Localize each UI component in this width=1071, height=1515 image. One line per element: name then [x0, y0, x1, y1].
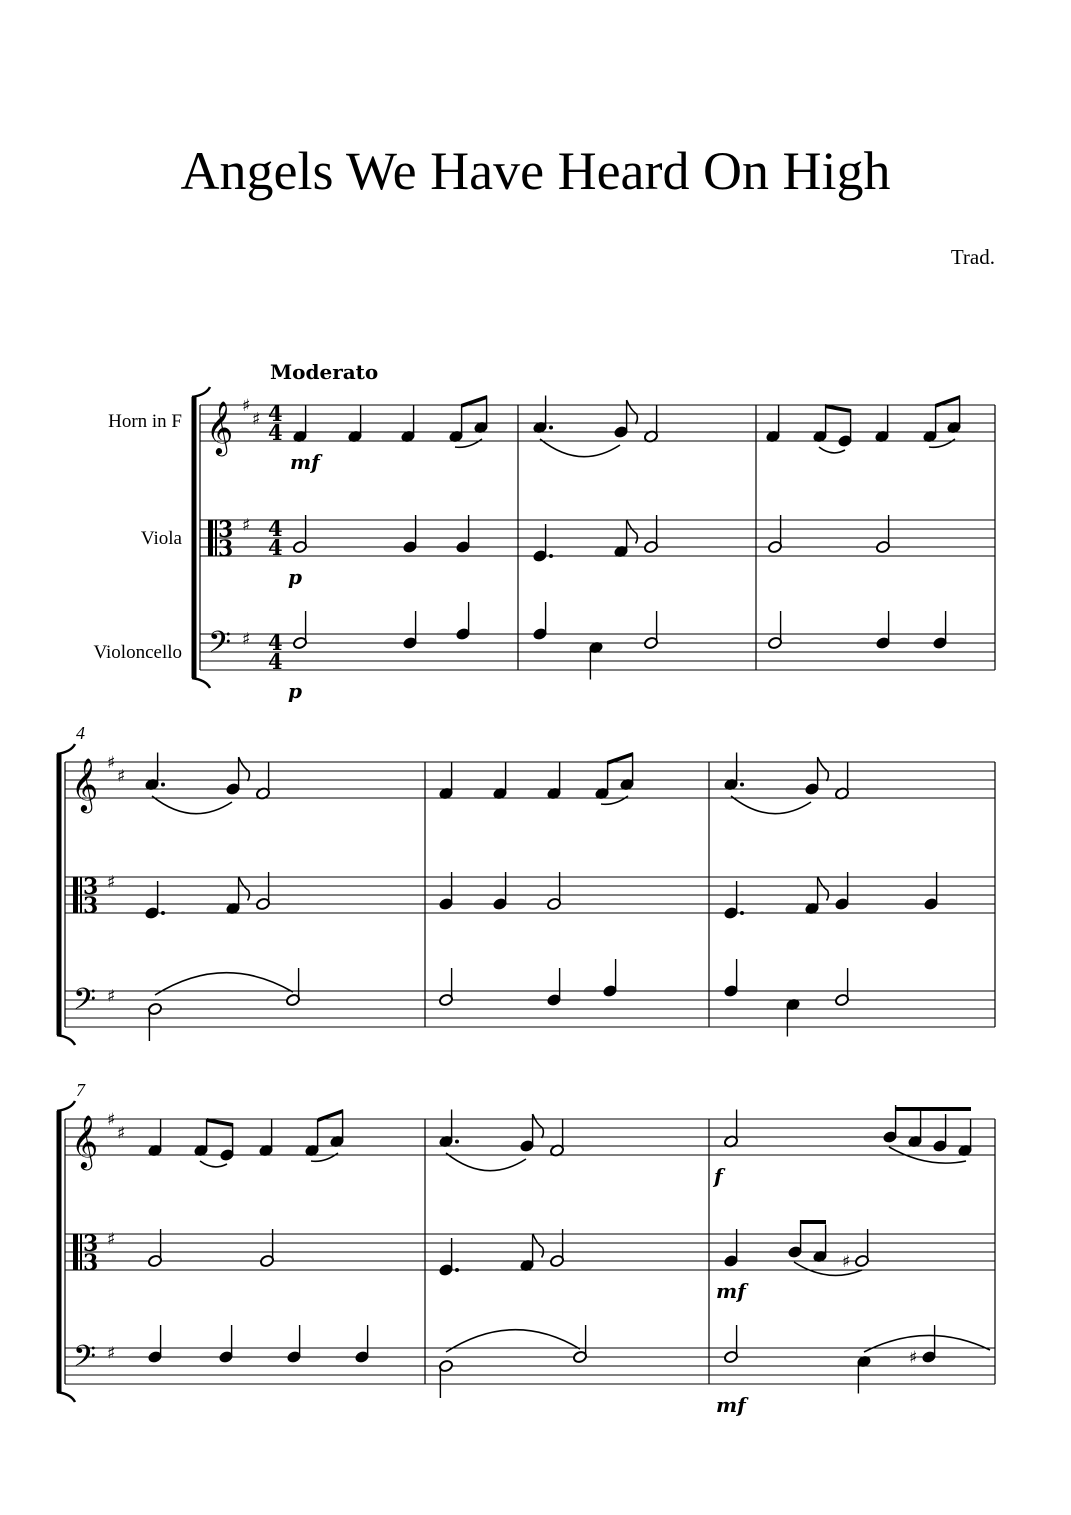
note [933, 1114, 948, 1153]
note [439, 762, 454, 801]
note [724, 959, 739, 998]
augmentation-dot [455, 1140, 459, 1144]
alto-clef [208, 520, 213, 556]
alto-clef [80, 877, 82, 913]
note [813, 405, 828, 444]
note [456, 602, 471, 641]
augmentation-dot [161, 911, 165, 915]
key-signature-sharp: ♯ [107, 1110, 116, 1130]
note [835, 762, 850, 801]
note [286, 968, 301, 1007]
note [293, 515, 308, 554]
dynamic-p: p [288, 565, 302, 589]
note [439, 1359, 454, 1398]
note [724, 881, 744, 920]
note [533, 396, 553, 435]
system-bracket-hook [192, 387, 210, 397]
alto-clef: 3 [218, 536, 234, 562]
slur [794, 1262, 862, 1275]
note [145, 881, 165, 920]
beam [800, 1220, 826, 1224]
augmentation-dot [161, 783, 165, 787]
note [533, 602, 548, 641]
note [219, 1325, 234, 1364]
time-signature-bottom: 4 [268, 649, 283, 674]
note [724, 753, 744, 792]
composer-credit: Trad. [950, 245, 995, 269]
beam [461, 395, 487, 408]
flag [818, 877, 829, 901]
note [933, 611, 948, 650]
note [401, 405, 416, 444]
alto-clef: 3 [218, 517, 234, 543]
slur [200, 1161, 227, 1167]
note [148, 1002, 163, 1041]
key-signature-sharp: ♯ [107, 1229, 116, 1250]
note [766, 405, 781, 444]
note [148, 1325, 163, 1364]
note [226, 877, 250, 916]
note [835, 968, 850, 1007]
beam [607, 752, 633, 765]
note [908, 1110, 923, 1149]
note [855, 1229, 870, 1268]
note [293, 611, 308, 650]
treble-clef: 𝄞 [71, 1114, 99, 1168]
key-signature-sharp: ♯ [252, 409, 261, 430]
accidental-sharp: ♯ [909, 1348, 918, 1368]
note [835, 872, 850, 911]
note [533, 524, 553, 563]
system-bracket-hook [57, 1035, 75, 1045]
note [305, 1119, 320, 1158]
score-title: Angels We Have Heard On High [180, 141, 891, 201]
note [550, 1119, 565, 1158]
note [786, 998, 801, 1037]
instrument-label-cello: Violoncello [93, 642, 182, 663]
dynamic-f: f [714, 1164, 723, 1188]
instrument-label-horn: Horn in F [108, 411, 182, 432]
note [875, 405, 890, 444]
treble-clef: 𝄞 [206, 400, 234, 454]
alto-clef [215, 520, 217, 556]
augmentation-dot [740, 783, 744, 787]
note [724, 1325, 739, 1364]
slur [540, 439, 620, 457]
augmentation-dot [455, 1268, 459, 1272]
note [924, 872, 939, 911]
alto-clef [73, 877, 78, 913]
instrument-label-viola: Viola [140, 528, 182, 549]
slur [731, 796, 811, 814]
bass-clef: 𝄢 [73, 1340, 97, 1381]
key-signature-sharp: ♯ [107, 986, 116, 1007]
accidental-sharp: ♯ [842, 1252, 851, 1272]
slur [819, 447, 845, 453]
augmentation-dot [549, 426, 553, 430]
note [876, 515, 891, 554]
note [573, 1325, 588, 1364]
augmentation-dot [740, 911, 744, 915]
note [788, 1220, 803, 1259]
note [838, 409, 853, 448]
note [958, 1119, 973, 1158]
time-signature-bottom: 4 [268, 535, 283, 560]
note [923, 405, 938, 444]
note [520, 1234, 544, 1273]
bass-clef: 𝄢 [208, 626, 232, 667]
flag [627, 400, 638, 424]
beam [935, 395, 960, 408]
note [456, 515, 471, 554]
key-signature-sharp: ♯ [117, 1123, 126, 1144]
key-signature-sharp: ♯ [107, 872, 116, 893]
slur [155, 973, 293, 995]
dynamic-mf: mf [290, 450, 320, 474]
time-signature-top: 4 [268, 630, 283, 655]
note [449, 405, 464, 444]
note [439, 872, 454, 911]
note [148, 1229, 163, 1268]
note [256, 872, 271, 911]
note [547, 968, 562, 1007]
system-bracket-hook [57, 744, 75, 754]
note [724, 1110, 739, 1149]
time-signature-top: 4 [268, 401, 283, 426]
note [614, 400, 638, 439]
system-bracket-hook [57, 1101, 75, 1111]
beam [318, 1109, 343, 1122]
note [260, 1229, 275, 1268]
system-bracket-hook [192, 678, 210, 688]
note [724, 1229, 739, 1268]
dynamic-mf: mf [716, 1279, 746, 1303]
measure-number-7: 7 [76, 1080, 85, 1100]
flag [533, 1114, 544, 1138]
key-signature-sharp: ♯ [107, 753, 116, 773]
note [768, 611, 783, 650]
note [256, 762, 271, 801]
alto-clef: 3 [83, 1250, 99, 1276]
note [547, 762, 562, 801]
slur [446, 1153, 526, 1171]
flag [239, 877, 250, 901]
note [876, 611, 891, 650]
slur [864, 1335, 990, 1352]
note [644, 405, 659, 444]
note [644, 611, 659, 650]
note [493, 762, 508, 801]
note [348, 405, 363, 444]
time-signature-bottom: 4 [268, 420, 283, 445]
key-signature-sharp: ♯ [242, 515, 251, 536]
note [220, 1123, 235, 1162]
note [547, 872, 562, 911]
alto-clef [80, 1234, 82, 1270]
slur [152, 796, 232, 814]
flag [239, 757, 250, 781]
note [805, 877, 829, 916]
beam [895, 1107, 971, 1111]
note [287, 1325, 302, 1364]
dynamic-p: p [288, 679, 302, 703]
time-signature-top: 4 [268, 516, 283, 541]
note [603, 959, 618, 998]
note [403, 611, 418, 650]
flag [818, 757, 829, 781]
alto-clef: 3 [83, 1231, 99, 1257]
note [813, 1225, 828, 1264]
dynamic-mf: mf [716, 1393, 746, 1417]
measure-number-4: 4 [76, 723, 85, 743]
key-signature-sharp: ♯ [117, 766, 126, 787]
note [520, 1114, 544, 1153]
key-signature-sharp: ♯ [107, 1343, 116, 1364]
note [595, 762, 610, 801]
flag [627, 520, 638, 544]
note [922, 1325, 937, 1364]
slur [446, 1330, 580, 1352]
note [259, 1119, 274, 1158]
key-signature-sharp: ♯ [242, 396, 251, 416]
note [768, 515, 783, 554]
note [403, 515, 418, 554]
note [805, 757, 829, 796]
alto-clef: 3 [83, 874, 99, 900]
note [194, 1119, 209, 1158]
treble-clef: 𝄞 [71, 757, 99, 811]
note [857, 1355, 872, 1394]
bass-clef: 𝄢 [73, 983, 97, 1024]
note [550, 1229, 565, 1268]
flag [533, 1234, 544, 1258]
augmentation-dot [549, 554, 553, 558]
tempo-marking: Moderato [270, 360, 379, 384]
alto-clef: 3 [83, 893, 99, 919]
note [493, 872, 508, 911]
note [226, 757, 250, 796]
note [148, 1119, 163, 1158]
note [614, 520, 638, 559]
system-bracket-hook [57, 1392, 75, 1402]
note [293, 405, 308, 444]
key-signature-sharp: ♯ [242, 629, 251, 650]
note [439, 968, 454, 1007]
note [644, 515, 659, 554]
note [439, 1110, 459, 1149]
note [145, 753, 165, 792]
note [355, 1325, 370, 1364]
alto-clef [73, 1234, 78, 1270]
note [439, 1238, 459, 1277]
note [589, 641, 604, 680]
